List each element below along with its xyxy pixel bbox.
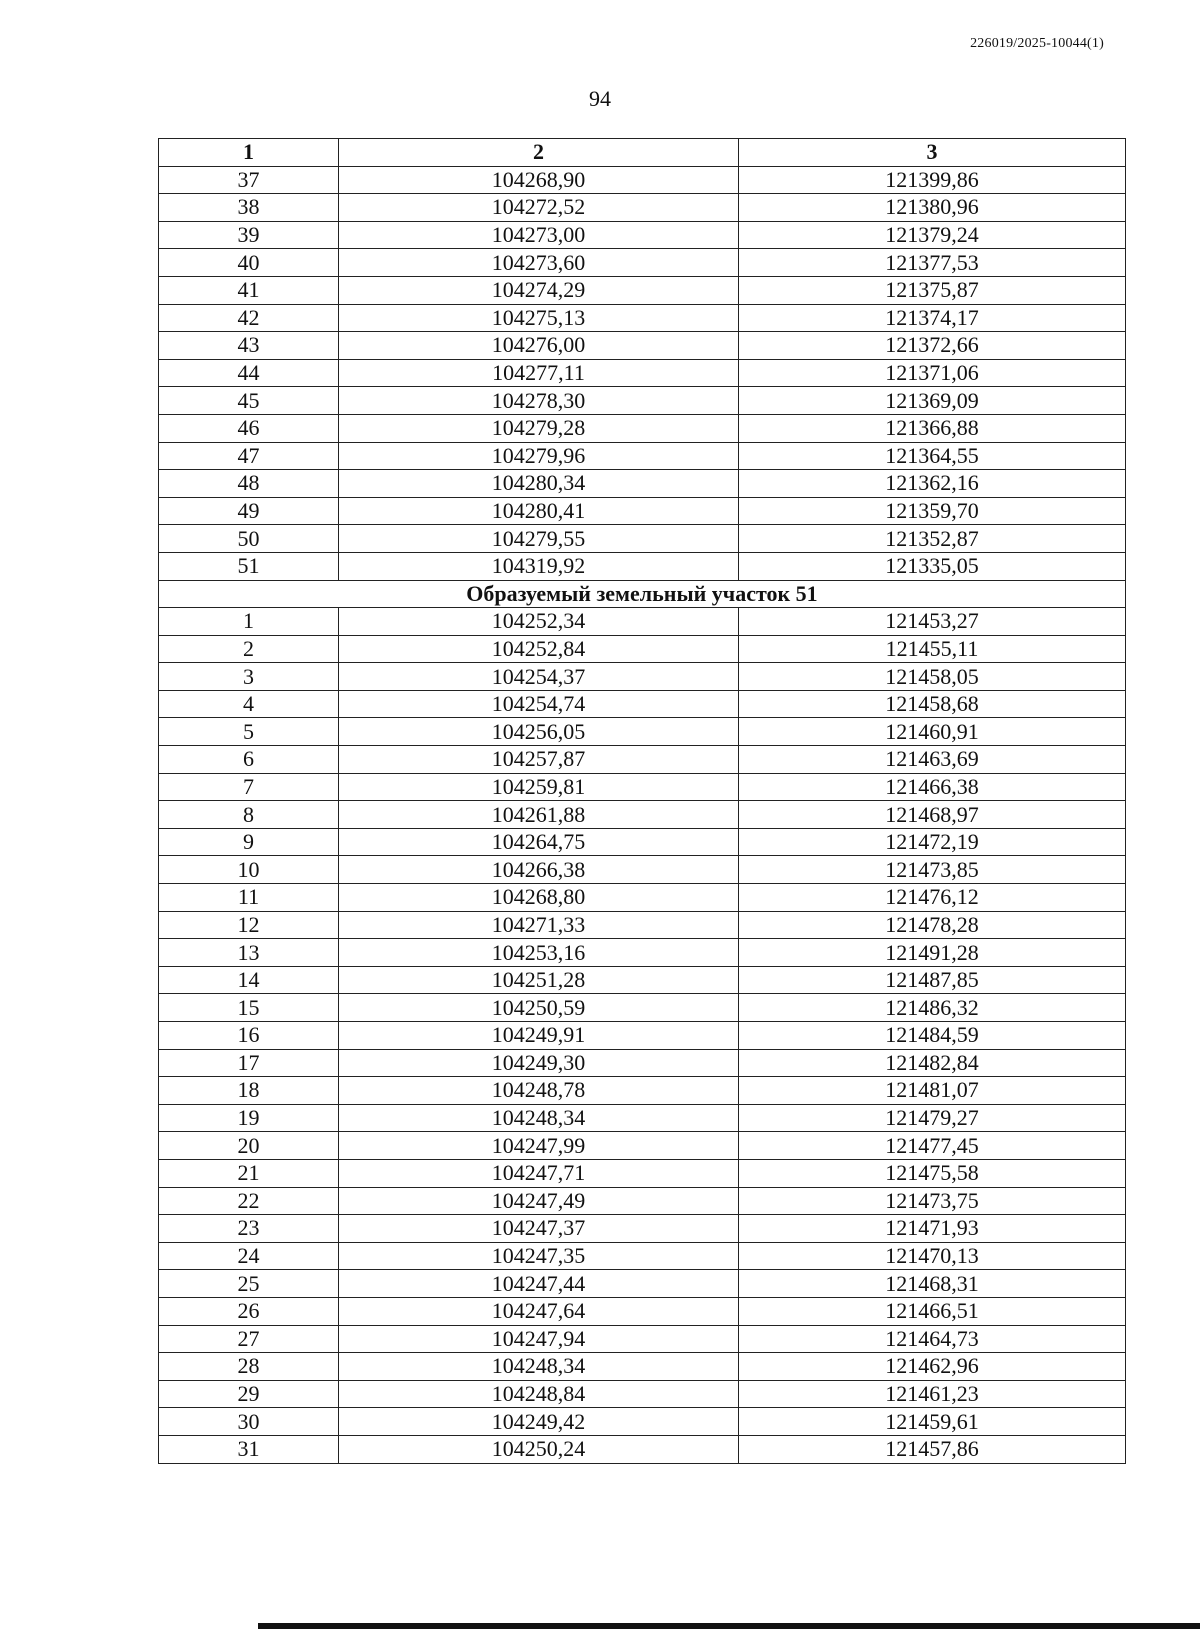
x-coordinate-cell: 104268,80 (339, 884, 739, 912)
column-header-y: 3 (739, 139, 1126, 167)
x-coordinate-cell: 104254,37 (339, 663, 739, 691)
table-row (159, 1435, 1126, 1463)
y-coordinate-cell: 121475,58 (739, 1159, 1126, 1187)
table-row (159, 1215, 1126, 1243)
table-row (159, 276, 1126, 304)
table-row (159, 690, 1126, 718)
point-number-cell: 4 (159, 690, 339, 718)
page-number: 94 (589, 86, 611, 111)
table-row (159, 966, 1126, 994)
y-coordinate-cell: 121399,86 (739, 166, 1126, 194)
point-number-cell: 25 (159, 1270, 339, 1298)
x-coordinate-cell: 104249,30 (339, 1049, 739, 1077)
point-number-cell: 29 (159, 1380, 339, 1408)
x-coordinate-cell: 104279,96 (339, 442, 739, 470)
y-coordinate-cell: 121369,09 (739, 387, 1126, 415)
x-coordinate-cell: 104274,29 (339, 276, 739, 304)
x-coordinate-cell: 104248,84 (339, 1380, 739, 1408)
table-row (159, 635, 1126, 663)
table-row (159, 1049, 1126, 1077)
y-coordinate-cell: 121463,69 (739, 746, 1126, 774)
x-coordinate-cell: 104247,49 (339, 1187, 739, 1215)
point-number-cell: 37 (159, 166, 339, 194)
table-row (159, 1297, 1126, 1325)
y-coordinate-cell: 121379,24 (739, 221, 1126, 249)
point-number-cell: 12 (159, 911, 339, 939)
table-row (159, 746, 1126, 774)
y-coordinate-cell: 121461,23 (739, 1380, 1126, 1408)
point-number-cell: 45 (159, 387, 339, 415)
y-coordinate-cell: 121471,93 (739, 1215, 1126, 1243)
point-number-cell: 49 (159, 497, 339, 525)
x-coordinate-cell: 104256,05 (339, 718, 739, 746)
x-coordinate-cell: 104249,42 (339, 1408, 739, 1436)
y-coordinate-cell: 121484,59 (739, 1022, 1126, 1050)
x-coordinate-cell: 104247,99 (339, 1132, 739, 1160)
section-title: Образуемый земельный участок 51 (159, 580, 1126, 608)
table-row (159, 1270, 1126, 1298)
point-number-cell: 6 (159, 746, 339, 774)
point-number-cell: 1 (159, 608, 339, 636)
table-row (159, 1159, 1126, 1187)
y-coordinate-cell: 121377,53 (739, 249, 1126, 277)
y-coordinate-cell: 121460,91 (739, 718, 1126, 746)
column-header-x: 2 (339, 139, 739, 167)
x-coordinate-cell: 104247,44 (339, 1270, 739, 1298)
coordinates-table (158, 138, 1126, 1464)
table-row (159, 939, 1126, 967)
point-number-cell: 31 (159, 1435, 339, 1463)
y-coordinate-cell: 121372,66 (739, 332, 1126, 360)
x-coordinate-cell: 104247,71 (339, 1159, 739, 1187)
x-coordinate-cell: 104276,00 (339, 332, 739, 360)
y-coordinate-cell: 121458,05 (739, 663, 1126, 691)
x-coordinate-cell: 104247,64 (339, 1297, 739, 1325)
scan-edge-line (258, 1623, 1200, 1629)
x-coordinate-cell: 104319,92 (339, 552, 739, 580)
x-coordinate-cell: 104253,16 (339, 939, 739, 967)
table-row (159, 911, 1126, 939)
point-number-cell: 38 (159, 194, 339, 222)
x-coordinate-cell: 104247,94 (339, 1325, 739, 1353)
table-row (159, 1187, 1126, 1215)
table-row (159, 442, 1126, 470)
table-row (159, 359, 1126, 387)
point-number-cell: 15 (159, 994, 339, 1022)
x-coordinate-cell: 104252,34 (339, 608, 739, 636)
x-coordinate-cell: 104259,81 (339, 773, 739, 801)
x-coordinate-cell: 104279,28 (339, 414, 739, 442)
y-coordinate-cell: 121478,28 (739, 911, 1126, 939)
table-body-parcel-51 (159, 608, 1126, 1463)
section-row (159, 580, 1126, 608)
point-number-cell: 21 (159, 1159, 339, 1187)
x-coordinate-cell: 104268,90 (339, 166, 739, 194)
table-row (159, 1242, 1126, 1270)
point-number-cell: 50 (159, 525, 339, 553)
document-number: 226019/2025-10044(1) (970, 36, 1104, 51)
point-number-cell: 24 (159, 1242, 339, 1270)
y-coordinate-cell: 121487,85 (739, 966, 1126, 994)
table-row (159, 718, 1126, 746)
x-coordinate-cell: 104251,28 (339, 966, 739, 994)
y-coordinate-cell: 121473,85 (739, 856, 1126, 884)
table-row (159, 221, 1126, 249)
point-number-cell: 27 (159, 1325, 339, 1353)
y-coordinate-cell: 121364,55 (739, 442, 1126, 470)
point-number-cell: 30 (159, 1408, 339, 1436)
table-row (159, 1408, 1126, 1436)
table-row (159, 304, 1126, 332)
x-coordinate-cell: 104248,78 (339, 1077, 739, 1105)
y-coordinate-cell: 121457,86 (739, 1435, 1126, 1463)
y-coordinate-cell: 121352,87 (739, 525, 1126, 553)
table-row (159, 414, 1126, 442)
point-number-cell: 48 (159, 470, 339, 498)
point-number-cell: 40 (159, 249, 339, 277)
x-coordinate-cell: 104273,60 (339, 249, 739, 277)
point-number-cell: 41 (159, 276, 339, 304)
point-number-cell: 7 (159, 773, 339, 801)
x-coordinate-cell: 104266,38 (339, 856, 739, 884)
point-number-cell: 39 (159, 221, 339, 249)
x-coordinate-cell: 104254,74 (339, 690, 739, 718)
point-number-cell: 17 (159, 1049, 339, 1077)
y-coordinate-cell: 121473,75 (739, 1187, 1126, 1215)
y-coordinate-cell: 121479,27 (739, 1104, 1126, 1132)
x-coordinate-cell: 104271,33 (339, 911, 739, 939)
point-number-cell: 18 (159, 1077, 339, 1105)
y-coordinate-cell: 121468,97 (739, 801, 1126, 829)
table-row (159, 525, 1126, 553)
y-coordinate-cell: 121466,51 (739, 1297, 1126, 1325)
y-coordinate-cell: 121472,19 (739, 828, 1126, 856)
point-number-cell: 10 (159, 856, 339, 884)
y-coordinate-cell: 121477,45 (739, 1132, 1126, 1160)
point-number-cell: 46 (159, 414, 339, 442)
table-row (159, 884, 1126, 912)
point-number-cell: 22 (159, 1187, 339, 1215)
y-coordinate-cell: 121464,73 (739, 1325, 1126, 1353)
table-header-row (159, 139, 1126, 167)
table-row (159, 552, 1126, 580)
y-coordinate-cell: 121470,13 (739, 1242, 1126, 1270)
y-coordinate-cell: 121380,96 (739, 194, 1126, 222)
table-row (159, 497, 1126, 525)
y-coordinate-cell: 121335,05 (739, 552, 1126, 580)
table-row (159, 856, 1126, 884)
table-row (159, 194, 1126, 222)
table-row (159, 773, 1126, 801)
x-coordinate-cell: 104279,55 (339, 525, 739, 553)
y-coordinate-cell: 121482,84 (739, 1049, 1126, 1077)
y-coordinate-cell: 121453,27 (739, 608, 1126, 636)
point-number-cell: 13 (159, 939, 339, 967)
x-coordinate-cell: 104250,59 (339, 994, 739, 1022)
point-number-cell: 26 (159, 1297, 339, 1325)
x-coordinate-cell: 104272,52 (339, 194, 739, 222)
y-coordinate-cell: 121476,12 (739, 884, 1126, 912)
y-coordinate-cell: 121481,07 (739, 1077, 1126, 1105)
x-coordinate-cell: 104273,00 (339, 221, 739, 249)
table-row (159, 1022, 1126, 1050)
x-coordinate-cell: 104278,30 (339, 387, 739, 415)
point-number-cell: 20 (159, 1132, 339, 1160)
y-coordinate-cell: 121462,96 (739, 1353, 1126, 1381)
y-coordinate-cell: 121459,61 (739, 1408, 1126, 1436)
table-row (159, 1380, 1126, 1408)
point-number-cell: 11 (159, 884, 339, 912)
y-coordinate-cell: 121491,28 (739, 939, 1126, 967)
point-number-cell: 23 (159, 1215, 339, 1243)
table-row (159, 1353, 1126, 1381)
y-coordinate-cell: 121466,38 (739, 773, 1126, 801)
y-coordinate-cell: 121371,06 (739, 359, 1126, 387)
point-number-cell: 51 (159, 552, 339, 580)
y-coordinate-cell: 121468,31 (739, 1270, 1126, 1298)
x-coordinate-cell: 104280,41 (339, 497, 739, 525)
table-row (159, 1104, 1126, 1132)
table-row (159, 166, 1126, 194)
table-row (159, 387, 1126, 415)
table-body-previous-parcel (159, 166, 1126, 580)
x-coordinate-cell: 104250,24 (339, 1435, 739, 1463)
x-coordinate-cell: 104248,34 (339, 1353, 739, 1381)
y-coordinate-cell: 121374,17 (739, 304, 1126, 332)
point-number-cell: 3 (159, 663, 339, 691)
point-number-cell: 44 (159, 359, 339, 387)
x-coordinate-cell: 104280,34 (339, 470, 739, 498)
x-coordinate-cell: 104248,34 (339, 1104, 739, 1132)
table-row (159, 1325, 1126, 1353)
table-row (159, 801, 1126, 829)
table-row (159, 470, 1126, 498)
x-coordinate-cell: 104277,11 (339, 359, 739, 387)
point-number-cell: 19 (159, 1104, 339, 1132)
table-row (159, 1077, 1126, 1105)
table-row (159, 828, 1126, 856)
column-header-point: 1 (159, 139, 339, 167)
table-row (159, 994, 1126, 1022)
x-coordinate-cell: 104247,35 (339, 1242, 739, 1270)
point-number-cell: 5 (159, 718, 339, 746)
table-row (159, 249, 1126, 277)
point-number-cell: 14 (159, 966, 339, 994)
y-coordinate-cell: 121362,16 (739, 470, 1126, 498)
point-number-cell: 42 (159, 304, 339, 332)
x-coordinate-cell: 104275,13 (339, 304, 739, 332)
table-row (159, 608, 1126, 636)
point-number-cell: 8 (159, 801, 339, 829)
y-coordinate-cell: 121366,88 (739, 414, 1126, 442)
y-coordinate-cell: 121375,87 (739, 276, 1126, 304)
point-number-cell: 43 (159, 332, 339, 360)
point-number-cell: 47 (159, 442, 339, 470)
x-coordinate-cell: 104247,37 (339, 1215, 739, 1243)
y-coordinate-cell: 121455,11 (739, 635, 1126, 663)
y-coordinate-cell: 121486,32 (739, 994, 1126, 1022)
table-row (159, 332, 1126, 360)
x-coordinate-cell: 104261,88 (339, 801, 739, 829)
x-coordinate-cell: 104249,91 (339, 1022, 739, 1050)
y-coordinate-cell: 121458,68 (739, 690, 1126, 718)
point-number-cell: 16 (159, 1022, 339, 1050)
point-number-cell: 2 (159, 635, 339, 663)
table-row (159, 663, 1126, 691)
point-number-cell: 28 (159, 1353, 339, 1381)
x-coordinate-cell: 104264,75 (339, 828, 739, 856)
x-coordinate-cell: 104257,87 (339, 746, 739, 774)
point-number-cell: 9 (159, 828, 339, 856)
table-row (159, 1132, 1126, 1160)
x-coordinate-cell: 104252,84 (339, 635, 739, 663)
y-coordinate-cell: 121359,70 (739, 497, 1126, 525)
